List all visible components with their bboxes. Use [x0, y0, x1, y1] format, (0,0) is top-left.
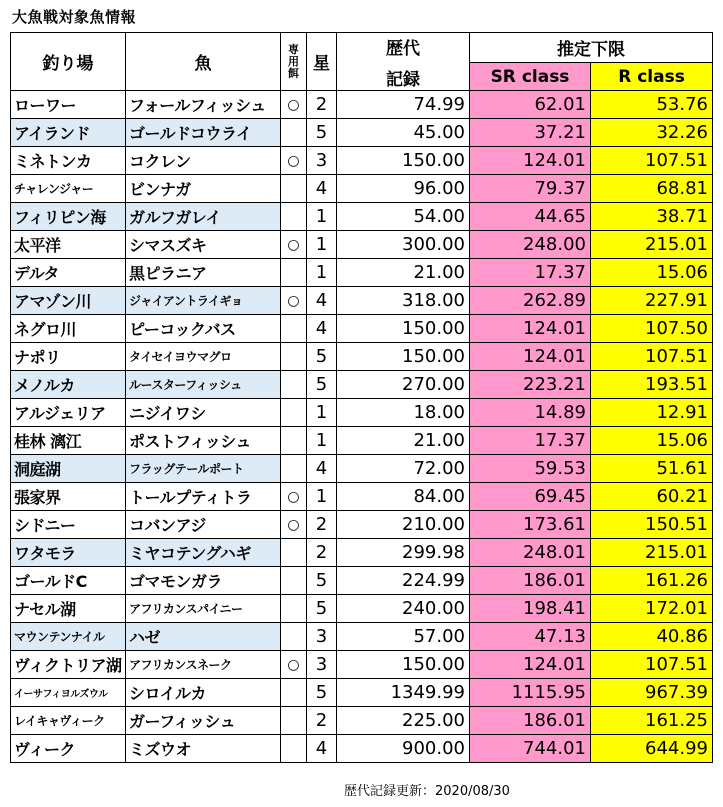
bait-cell: ○	[281, 147, 307, 175]
table-row	[11, 679, 713, 707]
fish-cell: コバンアジ	[126, 511, 281, 539]
r-class-cell: 644.99	[591, 735, 713, 763]
star-cell: 1	[307, 427, 337, 455]
record-cell: 21.00	[337, 427, 470, 455]
spot-cell: ローワー	[11, 91, 126, 119]
fish-cell: ミヤコテングハギ	[126, 539, 281, 567]
spot-cell: フィリピン海	[11, 203, 126, 231]
bait-cell	[281, 399, 307, 427]
bait-cell	[281, 203, 307, 231]
header-fish: 魚	[126, 33, 281, 91]
header-record-line1: 歴代	[386, 38, 420, 59]
record-cell: 299.98	[337, 539, 470, 567]
table-body	[11, 91, 713, 763]
bait-cell: ○	[281, 231, 307, 259]
spot-cell: ゴールドC	[11, 567, 126, 595]
sr-class-cell: 1115.95	[470, 679, 591, 707]
record-cell: 1349.99	[337, 679, 470, 707]
bait-cell	[281, 427, 307, 455]
bait-cell	[281, 343, 307, 371]
record-cell: 150.00	[337, 651, 470, 679]
record-cell: 900.00	[337, 735, 470, 763]
table-row	[11, 595, 713, 623]
bait-cell	[281, 119, 307, 147]
spot-cell: シドニー	[11, 511, 126, 539]
sr-class-cell: 69.45	[470, 483, 591, 511]
r-class-cell: 12.91	[591, 399, 713, 427]
spot-cell: 張家界	[11, 483, 126, 511]
r-class-cell: 68.81	[591, 175, 713, 203]
star-cell: 4	[307, 287, 337, 315]
record-cell: 74.99	[337, 91, 470, 119]
sr-class-cell: 44.65	[470, 203, 591, 231]
table-row	[11, 287, 713, 315]
record-cell: 18.00	[337, 399, 470, 427]
sr-class-cell: 17.37	[470, 259, 591, 287]
r-class-cell: 60.21	[591, 483, 713, 511]
sr-class-cell: 124.01	[470, 315, 591, 343]
table-row	[11, 175, 713, 203]
bait-cell	[281, 567, 307, 595]
spot-cell: ヴィクトリア湖	[11, 651, 126, 679]
r-class-cell: 40.86	[591, 623, 713, 651]
sr-class-cell: 79.37	[470, 175, 591, 203]
record-cell: 21.00	[337, 259, 470, 287]
fish-cell: アフリカンスパイニー	[126, 595, 281, 623]
star-cell: 3	[307, 623, 337, 651]
bait-cell: ○	[281, 651, 307, 679]
sr-class-cell: 47.13	[470, 623, 591, 651]
table-row	[11, 483, 713, 511]
sr-class-cell: 17.37	[470, 427, 591, 455]
r-class-cell: 107.51	[591, 343, 713, 371]
fish-cell: コクレン	[126, 147, 281, 175]
star-cell: 5	[307, 567, 337, 595]
star-cell: 4	[307, 735, 337, 763]
r-class-cell: 107.51	[591, 147, 713, 175]
record-cell: 84.00	[337, 483, 470, 511]
table-row	[11, 91, 713, 119]
spot-cell: アルジェリア	[11, 399, 126, 427]
fish-info-table	[10, 32, 713, 763]
bait-cell	[281, 595, 307, 623]
fish-cell: ゴールドコウライ	[126, 119, 281, 147]
table-row	[11, 399, 713, 427]
fish-cell: ルースターフィッシュ	[126, 371, 281, 399]
r-class-cell: 215.01	[591, 231, 713, 259]
record-cell: 96.00	[337, 175, 470, 203]
header-record-line2: 記録	[386, 69, 420, 90]
sr-class-cell: 124.01	[470, 147, 591, 175]
star-cell: 5	[307, 119, 337, 147]
fish-cell: フォールフィッシュ	[126, 91, 281, 119]
table-row	[11, 119, 713, 147]
header-spot: 釣り場	[11, 33, 126, 91]
star-cell: 5	[307, 595, 337, 623]
sr-class-cell: 14.89	[470, 399, 591, 427]
fish-cell: ニジイワシ	[126, 399, 281, 427]
record-cell: 225.00	[337, 707, 470, 735]
spot-cell: チャレンジャー	[11, 175, 126, 203]
bait-cell: ○	[281, 287, 307, 315]
record-cell: 45.00	[337, 119, 470, 147]
fish-cell: シロイルカ	[126, 679, 281, 707]
sr-class-cell: 198.41	[470, 595, 591, 623]
record-cell: 54.00	[337, 203, 470, 231]
spot-cell: ワタモラ	[11, 539, 126, 567]
r-class-cell: 32.26	[591, 119, 713, 147]
spot-cell: レイキャヴィーク	[11, 707, 126, 735]
star-cell: 1	[307, 483, 337, 511]
star-cell: 2	[307, 539, 337, 567]
star-cell: 1	[307, 399, 337, 427]
record-cell: 318.00	[337, 287, 470, 315]
update-note: 歴代記録更新：2020/08/30	[344, 784, 510, 799]
bait-cell	[281, 371, 307, 399]
fish-cell: ジャイアントライギョ	[126, 287, 281, 315]
sr-class-cell: 744.01	[470, 735, 591, 763]
header-bait: 専 用 餌	[281, 33, 307, 91]
r-class-cell: 967.39	[591, 679, 713, 707]
record-cell: 150.00	[337, 315, 470, 343]
table-row	[11, 231, 713, 259]
bait-cell: ○	[281, 483, 307, 511]
sr-class-cell: 37.21	[470, 119, 591, 147]
r-class-cell: 161.25	[591, 707, 713, 735]
bait-cell	[281, 259, 307, 287]
spot-cell: アイランド	[11, 119, 126, 147]
table-row	[11, 427, 713, 455]
fish-cell: ピーコックバス	[126, 315, 281, 343]
star-cell: 1	[307, 231, 337, 259]
spot-cell: 桂林 漓江	[11, 427, 126, 455]
r-class-cell: 15.06	[591, 259, 713, 287]
fish-cell: ゴマモンガラ	[126, 567, 281, 595]
star-cell: 5	[307, 371, 337, 399]
table-row	[11, 343, 713, 371]
record-cell: 72.00	[337, 455, 470, 483]
table-row	[11, 147, 713, 175]
bait-cell	[281, 707, 307, 735]
table-row	[11, 651, 713, 679]
spot-cell: ヴィーク	[11, 735, 126, 763]
spot-cell: 洞庭湖	[11, 455, 126, 483]
bait-cell	[281, 539, 307, 567]
fish-cell: ミズウオ	[126, 735, 281, 763]
fish-cell: ガーフィッシュ	[126, 707, 281, 735]
sr-class-cell: 262.89	[470, 287, 591, 315]
record-cell: 270.00	[337, 371, 470, 399]
fish-cell: ポストフィッシュ	[126, 427, 281, 455]
star-cell: 4	[307, 455, 337, 483]
spot-cell: 太平洋	[11, 231, 126, 259]
r-class-cell: 150.51	[591, 511, 713, 539]
star-cell: 4	[307, 315, 337, 343]
record-cell: 224.99	[337, 567, 470, 595]
r-class-cell: 161.26	[591, 567, 713, 595]
record-cell: 240.00	[337, 595, 470, 623]
sr-class-cell: 59.53	[470, 455, 591, 483]
star-cell: 2	[307, 91, 337, 119]
header-estimate: 推定下限	[470, 33, 713, 63]
table-row	[11, 567, 713, 595]
spot-cell: ネグロ川	[11, 315, 126, 343]
star-cell: 4	[307, 175, 337, 203]
star-cell: 1	[307, 203, 337, 231]
sr-class-cell: 223.21	[470, 371, 591, 399]
spot-cell: イーサフィヨルズウル	[11, 679, 126, 707]
sr-class-cell: 248.01	[470, 539, 591, 567]
star-cell: 1	[307, 259, 337, 287]
r-class-cell: 107.51	[591, 651, 713, 679]
star-cell: 5	[307, 679, 337, 707]
table-row	[11, 511, 713, 539]
fish-cell: フラッグテールポート	[126, 455, 281, 483]
bait-cell	[281, 623, 307, 651]
bait-cell	[281, 175, 307, 203]
fish-cell: ビンナガ	[126, 175, 281, 203]
table-row	[11, 539, 713, 567]
record-cell: 150.00	[337, 147, 470, 175]
record-cell: 210.00	[337, 511, 470, 539]
star-cell: 5	[307, 343, 337, 371]
header-star: 星	[307, 33, 337, 91]
sheet-title: 大魚戦対象魚情報	[12, 8, 137, 26]
sr-class-cell: 173.61	[470, 511, 591, 539]
r-class-cell: 38.71	[591, 203, 713, 231]
sr-class-cell: 62.01	[470, 91, 591, 119]
r-class-cell: 107.50	[591, 315, 713, 343]
fish-cell: ガルフガレイ	[126, 203, 281, 231]
bait-cell	[281, 455, 307, 483]
r-class-cell: 51.61	[591, 455, 713, 483]
bait-cell	[281, 735, 307, 763]
r-class-cell: 53.76	[591, 91, 713, 119]
table-row	[11, 623, 713, 651]
sr-class-cell: 186.01	[470, 707, 591, 735]
r-class-cell: 15.06	[591, 427, 713, 455]
fish-cell: アフリカンスネーク	[126, 651, 281, 679]
fish-cell: タイセイヨウマグロ	[126, 343, 281, 371]
sr-class-cell: 186.01	[470, 567, 591, 595]
header-sr-class: SR class	[470, 63, 591, 91]
header-r-class: R class	[591, 63, 713, 91]
spot-cell: デルタ	[11, 259, 126, 287]
r-class-cell: 193.51	[591, 371, 713, 399]
spot-cell: メノルカ	[11, 371, 126, 399]
record-cell: 150.00	[337, 343, 470, 371]
r-class-cell: 215.01	[591, 539, 713, 567]
record-cell: 57.00	[337, 623, 470, 651]
fish-cell: シマスズキ	[126, 231, 281, 259]
bait-cell: ○	[281, 511, 307, 539]
table-row	[11, 735, 713, 763]
star-cell: 3	[307, 651, 337, 679]
r-class-cell: 227.91	[591, 287, 713, 315]
star-cell: 2	[307, 511, 337, 539]
fish-cell: 黒ピラニア	[126, 259, 281, 287]
spot-cell: マウンテンナイル	[11, 623, 126, 651]
star-cell: 2	[307, 707, 337, 735]
fish-cell: ハゼ	[126, 623, 281, 651]
spot-cell: ナポリ	[11, 343, 126, 371]
record-cell: 300.00	[337, 231, 470, 259]
bait-cell	[281, 315, 307, 343]
fish-cell: トールプティトラ	[126, 483, 281, 511]
table-row	[11, 707, 713, 735]
table-row	[11, 455, 713, 483]
spot-cell: アマゾン川	[11, 287, 126, 315]
table-row	[11, 315, 713, 343]
sr-class-cell: 124.01	[470, 343, 591, 371]
table-row	[11, 371, 713, 399]
spot-cell: ミネトンカ	[11, 147, 126, 175]
table-row	[11, 203, 713, 231]
header-record	[337, 33, 470, 91]
bait-cell: ○	[281, 91, 307, 119]
table-row	[11, 259, 713, 287]
sr-class-cell: 248.00	[470, 231, 591, 259]
r-class-cell: 172.01	[591, 595, 713, 623]
bait-cell	[281, 679, 307, 707]
star-cell: 3	[307, 147, 337, 175]
sr-class-cell: 124.01	[470, 651, 591, 679]
spot-cell: ナセル湖	[11, 595, 126, 623]
